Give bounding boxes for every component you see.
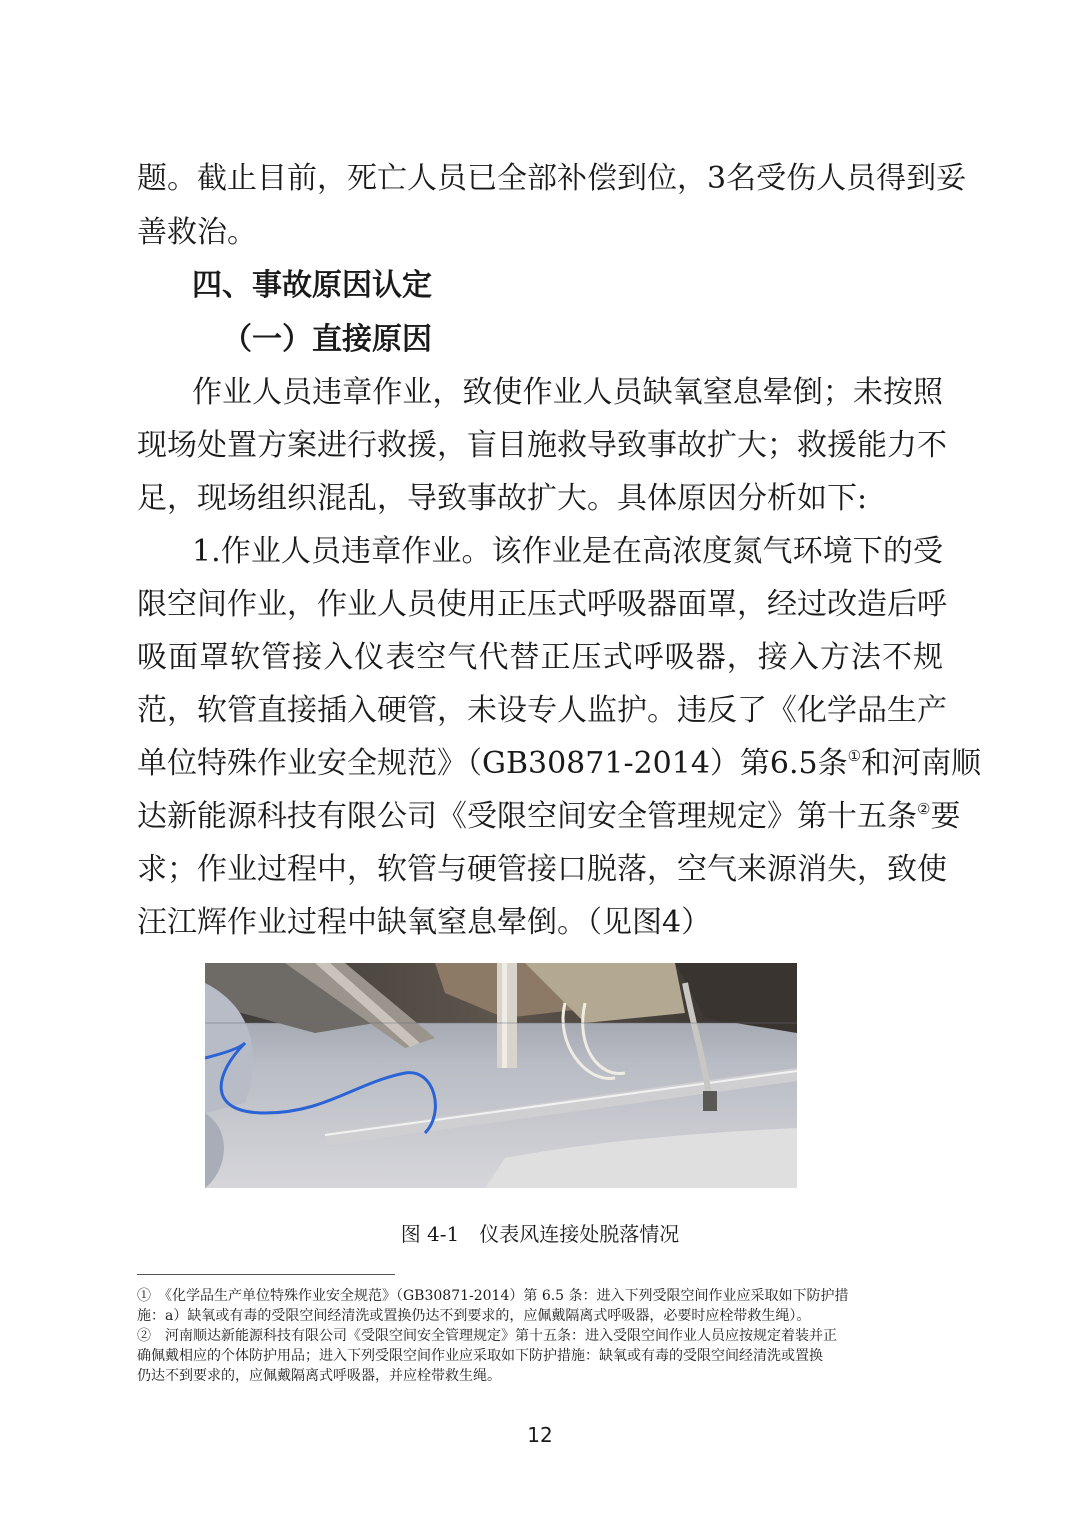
body-line (137, 797, 961, 837)
pipe-disconnection-photo (205, 963, 797, 1188)
figure-photo (205, 963, 797, 1188)
page-number: 12 (527, 1423, 553, 1447)
body-line: 1.作业人员违章作业。该作业是在高浓度氮气环境下的受 (192, 534, 943, 569)
body-line: 汪江辉作业过程中缺氧窒息晕倒。（见图4） (137, 905, 712, 940)
footnote-line: ② 河南顺达新能源科技有限公司《受限空间安全管理规定》第十五条：进入受限空间作业人员应按规定着装并正 (137, 1328, 837, 1344)
figure-caption: 图 4-1 仪表风连接处脱落情况 (400, 1222, 680, 1246)
body-line: 足，现场组织混乱，导致事故扩大。具体原因分析如下: (137, 481, 868, 516)
footnote-line: 仍达不到要求的，应佩戴隔离式呼吸器，并应栓带救生绳。 (137, 1368, 501, 1384)
text-run: 和河南顺 (861, 746, 982, 781)
body-line: 题。截止目前，死亡人员已全部补偿到位，3名受伤人员得到妥 (137, 161, 967, 196)
body-line (137, 744, 982, 784)
footnote-line: ① 《化学品生产单位特殊作业安全规范》（GB30871-2014）第 6.5 条：进入下列受限空间作业应采取如下防护措 (137, 1288, 849, 1304)
footnote-ref-2[interactable]: ② (917, 800, 931, 818)
body-line: 善救治。 (137, 215, 257, 250)
footnote-line: 确佩戴相应的个体防护用品；进入下列受限空间作业应采取如下防护措施：缺氧或有毒的受限空间经清洗或置换 (137, 1348, 823, 1364)
body-line: 限空间作业，作业人员使用正压式呼吸器面罩，经过改造后呼 (137, 587, 947, 622)
text-run: 要 (930, 799, 961, 834)
body-line: 求；作业过程中，软管与硬管接口脱落，空气来源消失，致使 (137, 852, 947, 887)
footnote-line: 施：a）缺氧或有毒的受限空间经清洗或置换仍达不到要求的，应佩戴隔离式呼吸器，必要时应栓带救生绳）。 (137, 1308, 811, 1324)
footnote-divider (137, 1274, 395, 1275)
body-line: 现场处置方案进行救援，盲目施救导致事故扩大；救援能力不 (137, 428, 947, 463)
text-run: 达新能源科技有限公司《受限空间安全管理规定》第十五条 (137, 799, 917, 834)
section-heading: 四、事故原因认定 (192, 268, 432, 303)
footnote-ref-1[interactable]: ① (847, 747, 862, 765)
body-line: 吸面罩软管接入仪表空气代替正压式呼吸器，接入方法不规 (137, 640, 943, 675)
body-line: 作业人员违章作业，致使作业人员缺氧窒息晕倒；未按照 (192, 375, 943, 410)
body-line: 范，软管直接插入硬管，未设专人监护。违反了《化学品生产 (137, 693, 947, 728)
subsection-heading: （一）直接原因 (222, 322, 432, 357)
text-run: 单位特殊作业安全规范》（GB30871-2014）第6.5条 (137, 746, 848, 781)
